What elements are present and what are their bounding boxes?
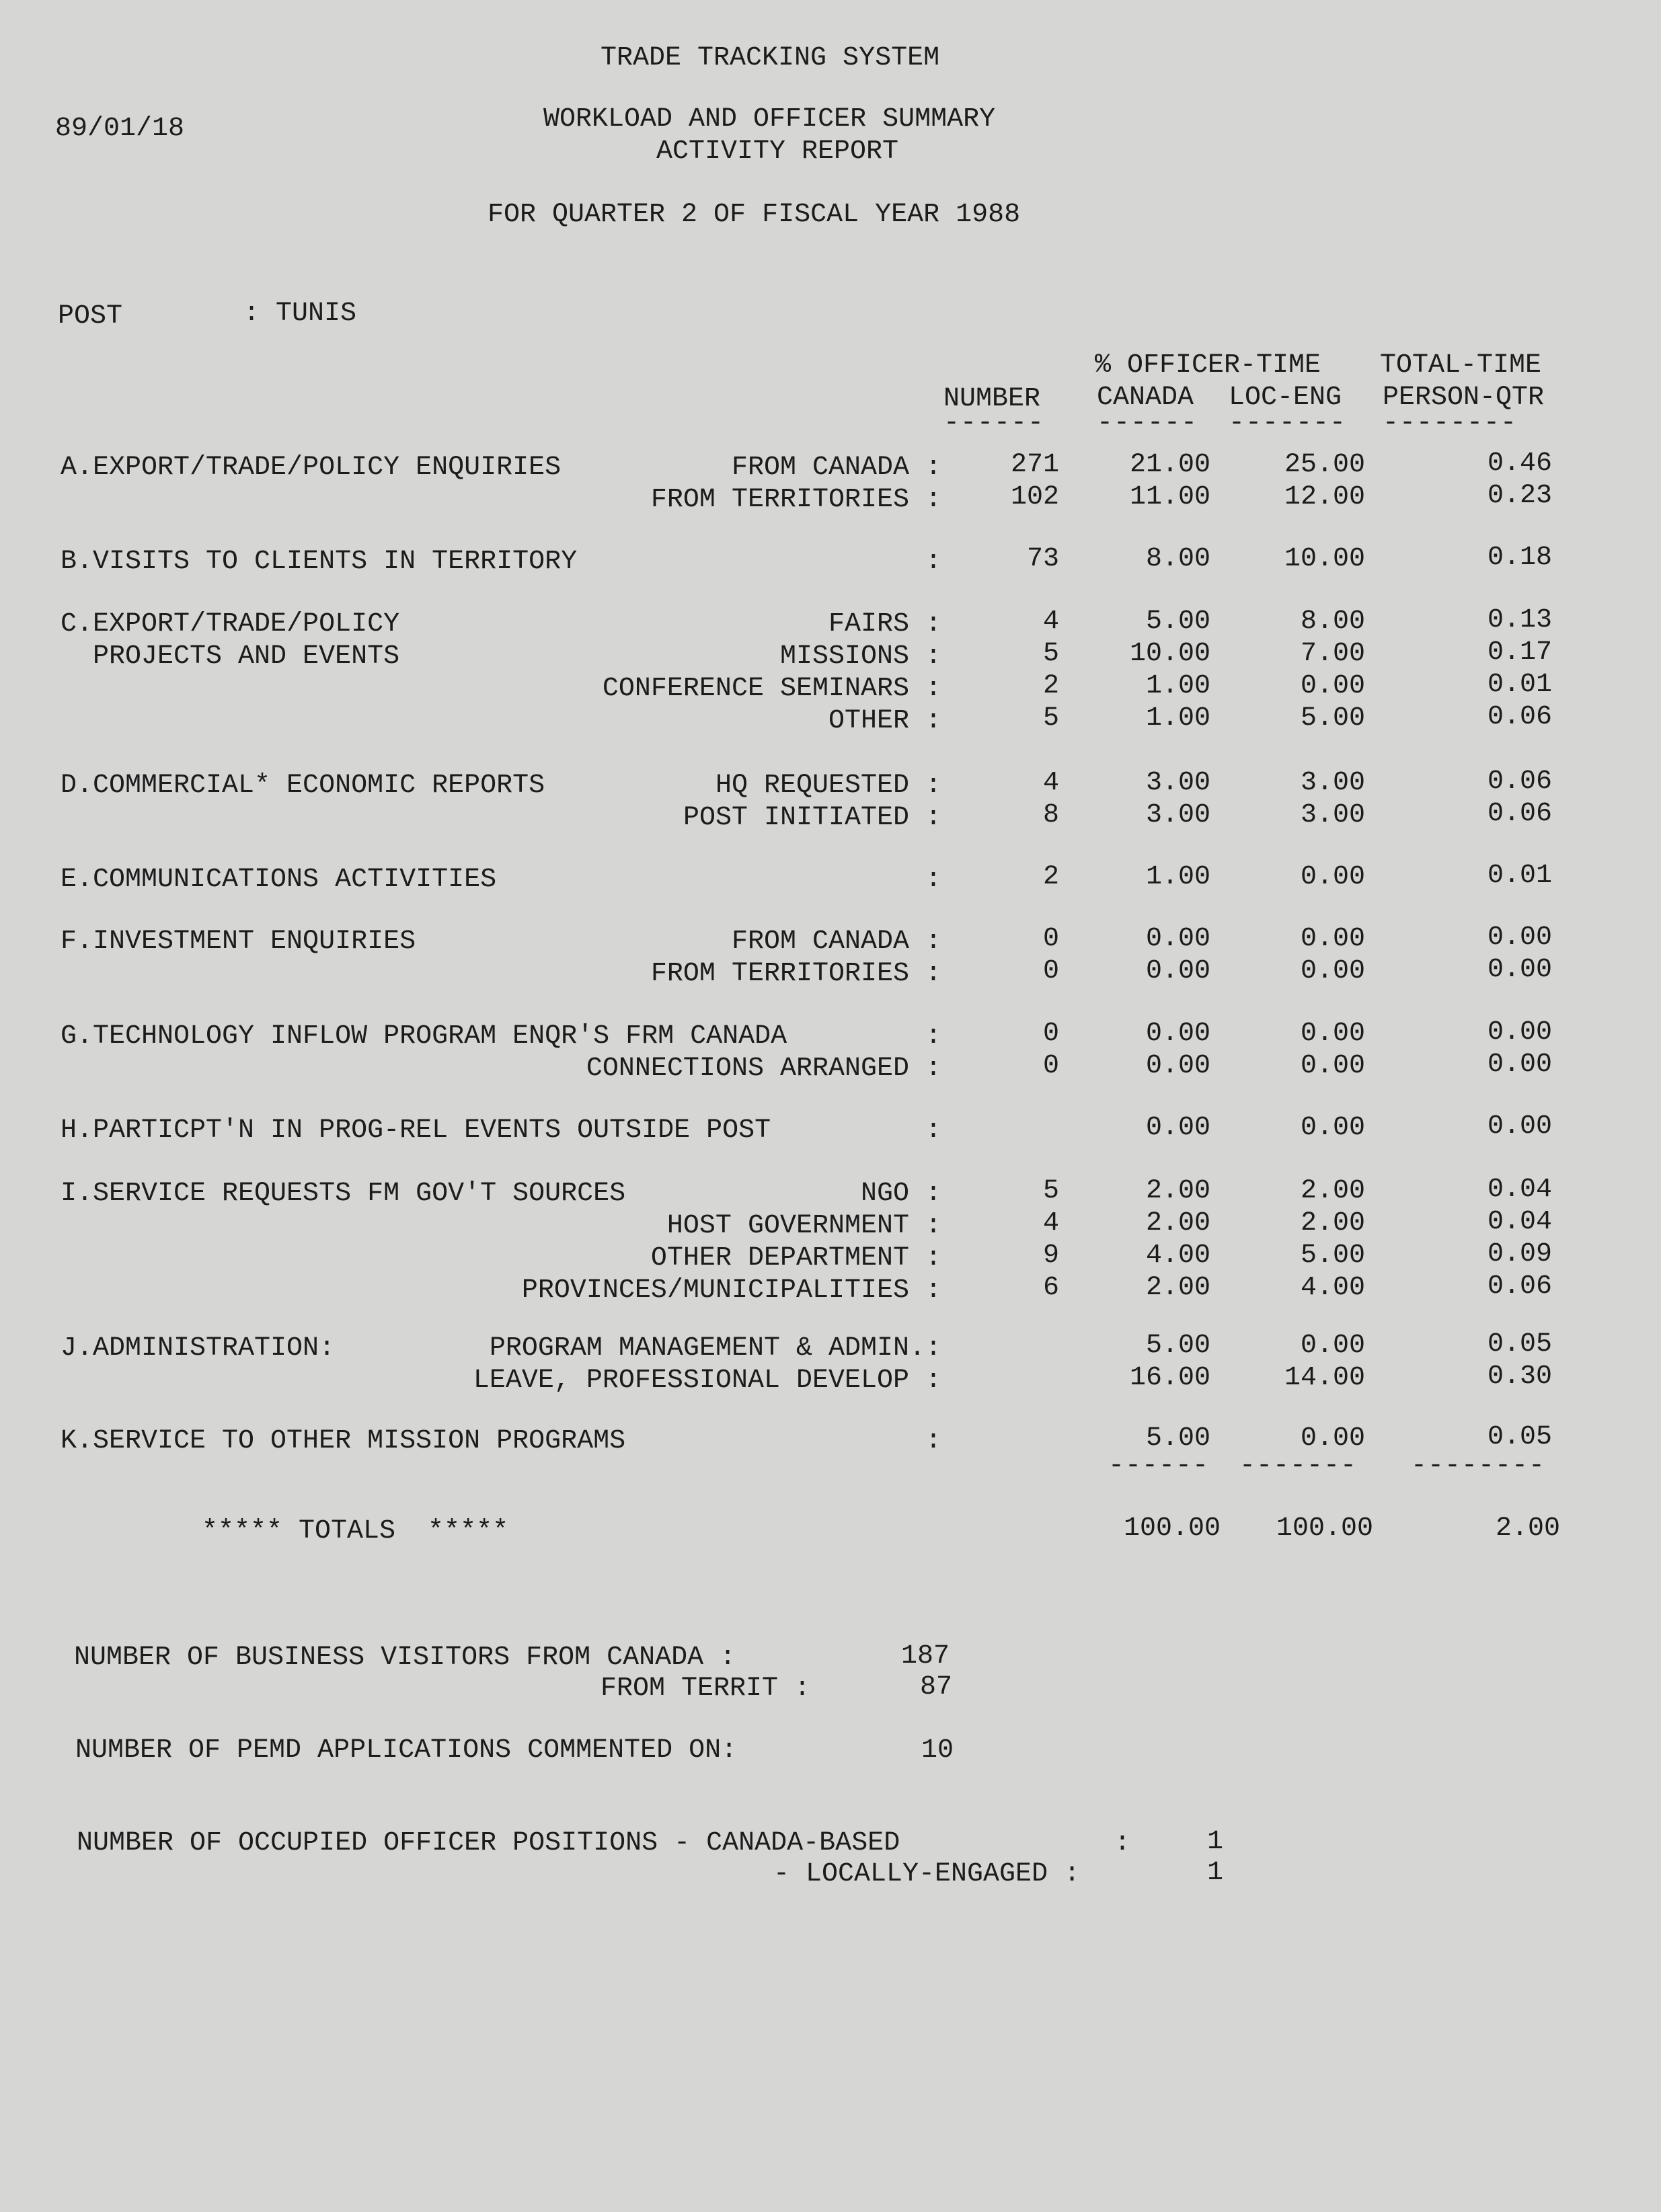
row-loceng-pct: 7.00 bbox=[1300, 639, 1365, 669]
positions-colon: : bbox=[1114, 1828, 1131, 1858]
col-underline-number: ------ bbox=[943, 408, 1045, 438]
row-number: 4 bbox=[1042, 1208, 1059, 1238]
row-loceng-pct: 0.00 bbox=[1300, 862, 1365, 892]
row-subcategory: PROVINCES/MUNICIPALITIES : bbox=[521, 1275, 941, 1306]
row-canada-pct: 5.00 bbox=[1145, 1423, 1210, 1454]
row-canada-pct: 3.00 bbox=[1145, 768, 1210, 798]
row-number: 0 bbox=[1042, 956, 1059, 986]
row-canada-pct: 2.00 bbox=[1145, 1208, 1210, 1238]
row-loceng-pct: 0.00 bbox=[1300, 1019, 1365, 1049]
visitors-territ-label: FROM TERRIT : bbox=[601, 1673, 811, 1704]
row-loceng-pct: 0.00 bbox=[1300, 924, 1365, 954]
totals-person-qtr: 2.00 bbox=[1495, 1513, 1560, 1544]
row-subcategory: OTHER DEPARTMENT : bbox=[650, 1243, 941, 1273]
col-underline-person-qtr: -------- bbox=[1383, 408, 1518, 438]
totals-label: ***** TOTALS ***** bbox=[202, 1516, 509, 1546]
row-category: C.EXPORT/TRADE/POLICY bbox=[61, 609, 400, 639]
row-person-qtr: 0.04 bbox=[1487, 1175, 1552, 1205]
row-person-qtr: 0.17 bbox=[1487, 637, 1552, 668]
row-number: 102 bbox=[1010, 482, 1059, 512]
row-canada-pct: 2.00 bbox=[1145, 1273, 1210, 1303]
row-person-qtr: 0.00 bbox=[1487, 922, 1552, 953]
row-number: 0 bbox=[1042, 1019, 1059, 1049]
row-person-qtr: 0.04 bbox=[1487, 1207, 1552, 1237]
post-label: POST bbox=[58, 301, 123, 331]
row-subcategory: CONFERENCE SEMINARS : bbox=[602, 674, 941, 704]
row-loceng-pct: 8.00 bbox=[1300, 606, 1365, 637]
row-canada-pct: 5.00 bbox=[1145, 1331, 1210, 1361]
row-loceng-pct: 0.00 bbox=[1300, 1331, 1365, 1361]
row-number: 73 bbox=[1026, 544, 1059, 574]
row-loceng-pct: 0.00 bbox=[1300, 956, 1365, 986]
row-loceng-pct: 5.00 bbox=[1300, 703, 1365, 734]
positions-loc-value: 1 bbox=[1207, 1858, 1224, 1888]
positions-canada-value: 1 bbox=[1207, 1827, 1224, 1857]
row-loceng-pct: 10.00 bbox=[1284, 544, 1365, 574]
report-subtitle: ACTIVITY REPORT bbox=[656, 136, 899, 167]
row-category: K.SERVICE TO OTHER MISSION PROGRAMS bbox=[61, 1426, 626, 1456]
row-subcategory: HQ REQUESTED : bbox=[715, 771, 941, 801]
row-loceng-pct: 0.00 bbox=[1300, 1113, 1365, 1143]
row-person-qtr: 0.13 bbox=[1487, 605, 1552, 635]
row-category: D.COMMERCIAL* ECONOMIC REPORTS bbox=[61, 771, 545, 801]
row-category: PROJECTS AND EVENTS bbox=[61, 641, 400, 672]
row-category: G.TECHNOLOGY INFLOW PROGRAM ENQR'S FRM CANADA bbox=[61, 1021, 787, 1052]
visitors-canada-label: NUMBER OF BUSINESS VISITORS FROM CANADA : bbox=[74, 1643, 736, 1673]
row-canada-pct: 0.00 bbox=[1145, 1113, 1210, 1143]
totals-canada: 100.00 bbox=[1123, 1513, 1221, 1544]
row-subcategory: FAIRS : bbox=[828, 609, 941, 639]
report-period: FOR QUARTER 2 OF FISCAL YEAR 1988 bbox=[488, 200, 1021, 230]
row-loceng-pct: 5.00 bbox=[1300, 1240, 1365, 1271]
row-person-qtr: 0.06 bbox=[1487, 799, 1552, 829]
row-subcategory: MISSIONS : bbox=[779, 641, 941, 672]
row-person-qtr: 0.06 bbox=[1487, 702, 1552, 732]
row-subcategory: OTHER : bbox=[828, 706, 941, 736]
positions-canada-label: NUMBER OF OCCUPIED OFFICER POSITIONS - CANADA-BASED bbox=[77, 1828, 900, 1858]
row-canada-pct: 0.00 bbox=[1145, 1019, 1210, 1049]
row-canada-pct: 1.00 bbox=[1145, 862, 1210, 892]
row-subcategory: PROGRAM MANAGEMENT & ADMIN.: bbox=[489, 1333, 941, 1364]
row-person-qtr: 0.18 bbox=[1487, 543, 1552, 573]
totals-underline-pqtr: -------- bbox=[1411, 1451, 1546, 1481]
row-number: 5 bbox=[1042, 1176, 1059, 1206]
row-canada-pct: 4.00 bbox=[1145, 1240, 1210, 1271]
system-title: TRADE TRACKING SYSTEM bbox=[601, 43, 940, 73]
row-number: 2 bbox=[1042, 862, 1059, 892]
col-header-person-qtr: PERSON-QTR bbox=[1383, 383, 1545, 413]
row-category: F.INVESTMENT ENQUIRIES bbox=[61, 926, 416, 957]
row-subcategory: : bbox=[925, 1021, 941, 1052]
row-number: 6 bbox=[1042, 1273, 1059, 1303]
row-subcategory: HOST GOVERNMENT : bbox=[666, 1211, 941, 1241]
col-underline-canada: ------ bbox=[1097, 408, 1198, 438]
row-loceng-pct: 2.00 bbox=[1300, 1176, 1365, 1206]
row-subcategory: FROM CANADA : bbox=[731, 926, 941, 957]
row-person-qtr: 0.00 bbox=[1487, 955, 1552, 985]
col-underline-loceng: ------- bbox=[1229, 408, 1347, 438]
row-number: 4 bbox=[1042, 768, 1059, 798]
row-person-qtr: 0.01 bbox=[1487, 670, 1552, 700]
totals-loceng: 100.00 bbox=[1276, 1513, 1373, 1544]
row-canada-pct: 8.00 bbox=[1145, 544, 1210, 574]
row-canada-pct: 0.00 bbox=[1145, 1051, 1210, 1081]
row-subcategory: : bbox=[925, 865, 941, 895]
row-person-qtr: 0.05 bbox=[1487, 1422, 1552, 1452]
row-person-qtr: 0.00 bbox=[1487, 1050, 1552, 1080]
row-canada-pct: 0.00 bbox=[1145, 924, 1210, 954]
row-canada-pct: 1.00 bbox=[1145, 671, 1210, 701]
row-loceng-pct: 14.00 bbox=[1284, 1363, 1365, 1393]
row-number: 0 bbox=[1042, 924, 1059, 954]
row-subcategory: POST INITIATED : bbox=[683, 803, 941, 833]
row-subcategory: : bbox=[925, 1115, 941, 1146]
totals-underline-loceng: ------- bbox=[1239, 1451, 1358, 1481]
row-canada-pct: 0.00 bbox=[1145, 956, 1210, 986]
row-subcategory: : bbox=[925, 1426, 941, 1456]
row-number: 8 bbox=[1042, 800, 1059, 830]
col-header-number: NUMBER bbox=[943, 384, 1041, 414]
row-canada-pct: 1.00 bbox=[1145, 703, 1210, 734]
row-subcategory: NGO : bbox=[860, 1179, 941, 1209]
row-category: B.VISITS TO CLIENTS IN TERRITORY bbox=[61, 547, 578, 577]
pemd-label: NUMBER OF PEMD APPLICATIONS COMMENTED ON: bbox=[75, 1735, 738, 1766]
row-loceng-pct: 12.00 bbox=[1284, 482, 1365, 512]
row-number: 4 bbox=[1042, 606, 1059, 637]
row-loceng-pct: 3.00 bbox=[1300, 768, 1365, 798]
row-category: A.EXPORT/TRADE/POLICY ENQUIRIES bbox=[61, 452, 562, 483]
row-number: 5 bbox=[1042, 703, 1059, 734]
row-loceng-pct: 4.00 bbox=[1300, 1273, 1365, 1303]
row-subcategory: FROM TERRITORIES : bbox=[650, 485, 941, 515]
row-category: J.ADMINISTRATION: bbox=[61, 1333, 336, 1364]
row-loceng-pct: 2.00 bbox=[1300, 1208, 1365, 1238]
row-loceng-pct: 0.00 bbox=[1300, 671, 1365, 701]
row-subcategory: FROM CANADA : bbox=[731, 452, 941, 483]
row-loceng-pct: 3.00 bbox=[1300, 800, 1365, 830]
row-loceng-pct: 0.00 bbox=[1300, 1423, 1365, 1454]
pemd-value: 10 bbox=[921, 1735, 954, 1766]
row-number: 0 bbox=[1042, 1051, 1059, 1081]
col-header-loceng: LOC-ENG bbox=[1229, 383, 1342, 413]
row-subcategory: FROM TERRITORIES : bbox=[650, 959, 941, 989]
row-person-qtr: 0.06 bbox=[1487, 1271, 1552, 1302]
row-person-qtr: 0.01 bbox=[1487, 861, 1552, 891]
row-person-qtr: 0.46 bbox=[1487, 448, 1552, 479]
post-value: : TUNIS bbox=[243, 299, 357, 329]
row-person-qtr: 0.05 bbox=[1487, 1329, 1552, 1359]
row-number: 271 bbox=[1010, 450, 1059, 480]
row-loceng-pct: 25.00 bbox=[1284, 450, 1365, 480]
row-canada-pct: 21.00 bbox=[1129, 450, 1210, 480]
row-number: 9 bbox=[1042, 1240, 1059, 1271]
row-canada-pct: 2.00 bbox=[1145, 1176, 1210, 1206]
row-person-qtr: 0.06 bbox=[1487, 766, 1552, 797]
col-header-total: TOTAL-TIME bbox=[1380, 350, 1542, 381]
totals-underline-canada: ------ bbox=[1108, 1451, 1210, 1481]
row-subcategory: CONNECTIONS ARRANGED : bbox=[586, 1054, 941, 1084]
row-subcategory: LEAVE, PROFESSIONAL DEVELOP : bbox=[473, 1366, 941, 1396]
row-category: I.SERVICE REQUESTS FM GOV'T SOURCES bbox=[61, 1179, 626, 1209]
row-loceng-pct: 0.00 bbox=[1300, 1051, 1365, 1081]
visitors-territ-value: 87 bbox=[920, 1672, 953, 1702]
report-date: 89/01/18 bbox=[55, 114, 185, 144]
row-category: H.PARTICPT'N IN PROG-REL EVENTS OUTSIDE POST bbox=[61, 1115, 771, 1146]
col-header-canada: CANADA bbox=[1097, 383, 1194, 413]
row-canada-pct: 16.00 bbox=[1129, 1363, 1210, 1393]
row-subcategory: : bbox=[925, 547, 941, 577]
row-person-qtr: 0.00 bbox=[1487, 1017, 1552, 1048]
row-canada-pct: 10.00 bbox=[1129, 639, 1210, 669]
row-number: 5 bbox=[1042, 639, 1059, 669]
positions-loc-label: - LOCALLY-ENGAGED : bbox=[773, 1859, 1081, 1889]
row-number: 2 bbox=[1042, 671, 1059, 701]
row-person-qtr: 0.00 bbox=[1487, 1111, 1552, 1142]
row-canada-pct: 3.00 bbox=[1145, 800, 1210, 830]
visitors-canada-value: 187 bbox=[901, 1641, 950, 1671]
report-title: WORKLOAD AND OFFICER SUMMARY bbox=[543, 104, 996, 134]
row-person-qtr: 0.09 bbox=[1487, 1239, 1552, 1269]
col-header-pct: % OFFICER-TIME bbox=[1095, 350, 1321, 381]
row-person-qtr: 0.30 bbox=[1487, 1361, 1552, 1392]
row-canada-pct: 5.00 bbox=[1145, 606, 1210, 637]
row-category: E.COMMUNICATIONS ACTIVITIES bbox=[61, 865, 497, 895]
row-canada-pct: 11.00 bbox=[1129, 482, 1210, 512]
row-person-qtr: 0.23 bbox=[1487, 481, 1552, 511]
